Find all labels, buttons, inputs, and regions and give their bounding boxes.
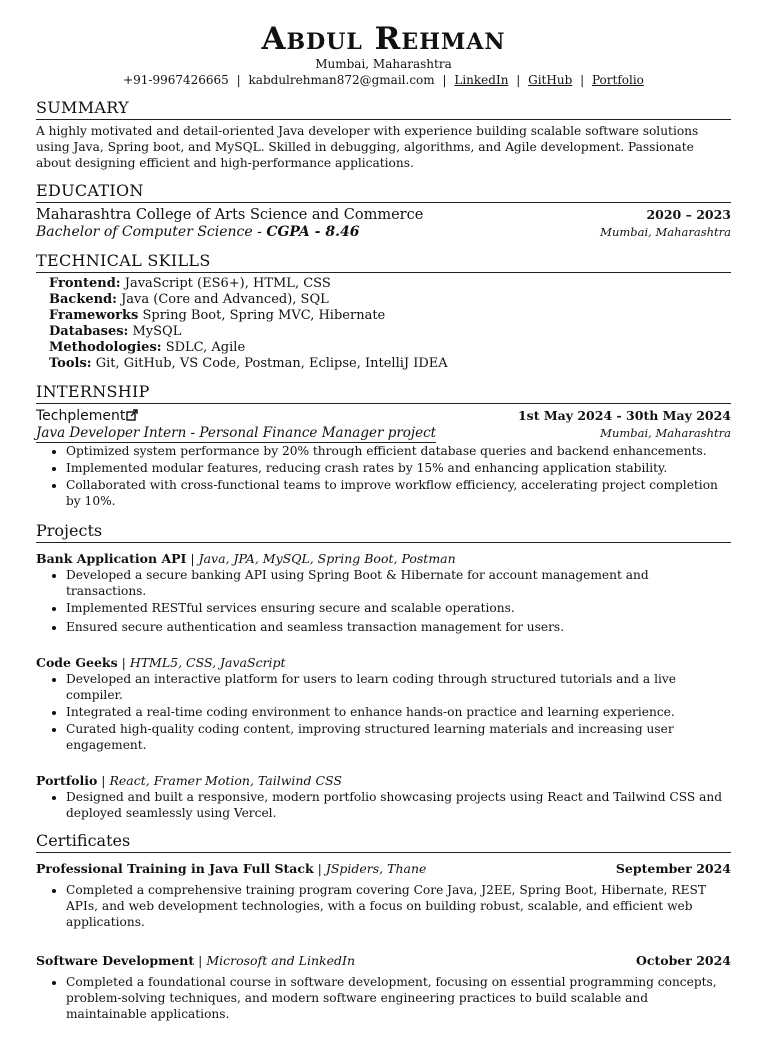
skill-key: Backend: xyxy=(49,292,117,307)
certificate-bullets xyxy=(36,882,731,930)
section-heading-internship: INTERNSHIP xyxy=(36,382,731,404)
skill-row-methodologies xyxy=(49,340,731,356)
project-title xyxy=(36,655,731,671)
skill-key: Frameworks xyxy=(49,308,139,323)
skill-key: Methodologies: xyxy=(49,340,162,355)
cgpa: CGPA - 8.46 xyxy=(266,224,360,240)
degree-row xyxy=(36,224,731,241)
internship-dates: 1st May 2024 - 30th May 2024 xyxy=(517,408,731,423)
project-tech: HTML5, CSS, JavaScript xyxy=(129,655,286,670)
skill-row-backend xyxy=(49,292,731,308)
linkedin-link[interactable]: LinkedIn xyxy=(454,73,509,87)
degree xyxy=(36,224,359,241)
list-item: • Optimized system performance by 20% through efficient database queries and backend enhancements. xyxy=(66,443,731,459)
certificate-title-row xyxy=(36,953,731,969)
certificate-date: October 2024 xyxy=(635,953,731,968)
skill-key: Databases: xyxy=(49,324,129,339)
project-name: Bank Application API xyxy=(36,551,187,566)
company-name: Techplement xyxy=(36,408,126,424)
section-heading-skills: TECHNICAL SKILLS xyxy=(36,251,731,273)
skill-value: JavaScript (ES6+), HTML, CSS xyxy=(120,276,331,291)
skill-value: Java (Core and Advanced), SQL xyxy=(116,292,329,307)
education-location: Mumbai, Maharashtra xyxy=(600,225,731,239)
skills-list xyxy=(36,276,731,372)
list-item: • Developed an interactive platform for users to learn coding through structured tutorials and a live compiler. xyxy=(66,671,731,703)
separator: | xyxy=(516,73,521,87)
skill-row-tools xyxy=(49,356,731,372)
separator: | xyxy=(442,73,447,87)
internship-role: Java Developer Intern - Personal Finance Manager project xyxy=(36,425,437,441)
list-item: • Designed and built a responsive, modern portfolio showcasing projects using React and Tailwind CSS and deployed seamlessly using Vercel. xyxy=(66,789,731,821)
list-item: • Implemented modular features, reducing crash rates by 15% and enhancing application stability. xyxy=(66,460,731,476)
list-item: • Integrated a real-time coding environment to enhance hands-on practice and learning experience. xyxy=(66,704,731,720)
separator: | xyxy=(198,953,203,968)
certificate-name: Professional Training in Java Full Stack xyxy=(36,861,314,876)
certificate-title-row xyxy=(36,861,731,877)
project-tech: Java, JPA, MySQL, Spring Boot, Postman xyxy=(198,551,456,566)
skill-value: MySQL xyxy=(128,324,182,339)
list-item: • Implemented RESTful services ensuring secure and scalable operations. xyxy=(66,600,731,616)
list-item: • Completed a foundational course in software development, focusing on essential programming concepts, problem-solving techniques, and modern software engineering practices to build scalable and maintainable applications. xyxy=(66,974,731,1022)
project-code-geeks xyxy=(36,655,731,753)
certificate-bullets xyxy=(36,974,731,1022)
project-title xyxy=(36,551,731,567)
project-name: Code Geeks xyxy=(36,655,118,670)
certificate-name: Software Development xyxy=(36,953,195,968)
project-portfolio xyxy=(36,773,731,821)
skill-key: Tools: xyxy=(49,356,92,371)
list-item: • Curated high-quality coding content, improving structured learning materials and increasing user engagement. xyxy=(66,721,731,753)
certificate-software-development xyxy=(36,953,731,1022)
list-item: • Collaborated with cross-functional teams to improve workflow efficiency, accelerating project completion by 10%. xyxy=(66,477,731,509)
skill-row-frameworks xyxy=(49,308,731,324)
separator: | xyxy=(236,73,241,87)
list-item: • Completed a comprehensive training program covering Core Java, J2EE, Spring Boot, Hibernate, REST APIs, and web development technologies, with a focus on building robust, scalable, and efficient web applications. xyxy=(66,882,731,930)
education-dates: 2020 – 2023 xyxy=(646,207,731,222)
institution-name: Maharashtra College of Arts Science and Commerce xyxy=(36,207,424,223)
section-heading-projects: Projects xyxy=(36,521,731,543)
section-heading-education: EDUCATION xyxy=(36,181,731,203)
separator: | xyxy=(190,551,195,566)
skill-key: Frontend: xyxy=(49,276,121,291)
certificate-issuer: JSpiders, Thane xyxy=(325,861,427,876)
separator: | xyxy=(317,861,322,876)
internship-company[interactable] xyxy=(36,407,138,425)
contact-line xyxy=(36,72,731,88)
certificate-title xyxy=(36,861,426,877)
project-name: Portfolio xyxy=(36,773,98,788)
skill-row-frontend xyxy=(49,276,731,292)
skill-value: Spring Boot, Spring MVC, Hibernate xyxy=(138,308,386,323)
resume-page xyxy=(36,22,731,1045)
certificate-title xyxy=(36,953,355,969)
list-item: • Ensured secure authentication and seamless transaction management for users. xyxy=(66,619,731,635)
internship-row xyxy=(36,407,731,425)
internship-bullets xyxy=(36,443,731,509)
location: Mumbai, Maharashtra xyxy=(315,57,452,71)
summary-text: A highly motivated and detail-oriented Java developer with experience building scalable software solutions using Java, Spring boot, and MySQL. Skilled in debugging, algorithms, and Agile development. Passionate about designing efficient and high-performance applications. xyxy=(36,124,699,170)
candidate-name: Abdul Rehman xyxy=(261,21,506,57)
skill-row-databases xyxy=(49,324,731,340)
project-bullets xyxy=(36,567,731,635)
education-row xyxy=(36,206,731,224)
project-bank-api xyxy=(36,551,731,635)
github-link[interactable]: GitHub xyxy=(528,73,573,87)
project-tech: React, Framer Motion, Tailwind CSS xyxy=(109,773,342,788)
phone: +91-9967426665 xyxy=(123,73,229,87)
project-bullets xyxy=(36,671,731,753)
external-link-icon[interactable] xyxy=(126,408,138,420)
internship-location: Mumbai, Maharashtra xyxy=(600,426,731,440)
certificate-issuer: Microsoft and LinkedIn xyxy=(206,953,355,968)
list-item: • Developed a secure banking API using Spring Boot & Hibernate for account management and transactions. xyxy=(66,567,731,599)
portfolio-link[interactable]: Portfolio xyxy=(591,73,644,87)
separator: | xyxy=(121,655,126,670)
skill-value: SDLC, Agile xyxy=(161,340,246,355)
project-bullets xyxy=(36,789,731,821)
certificate-java-full-stack xyxy=(36,861,731,930)
section-heading-summary: SUMMARY xyxy=(36,98,731,120)
degree-name: Bachelor of Computer Science - xyxy=(36,224,267,240)
separator: | xyxy=(580,73,585,87)
certificate-date: September 2024 xyxy=(615,861,731,876)
separator: | xyxy=(101,773,106,788)
skill-value: Git, GitHub, VS Code, Postman, Eclipse, IntelliJ IDEA xyxy=(91,356,448,371)
project-title xyxy=(36,773,731,789)
section-heading-certificates: Certificates xyxy=(36,831,731,853)
internship-role-row xyxy=(36,425,731,443)
email[interactable]: kabdulrehman872@gmail.com xyxy=(248,73,435,87)
